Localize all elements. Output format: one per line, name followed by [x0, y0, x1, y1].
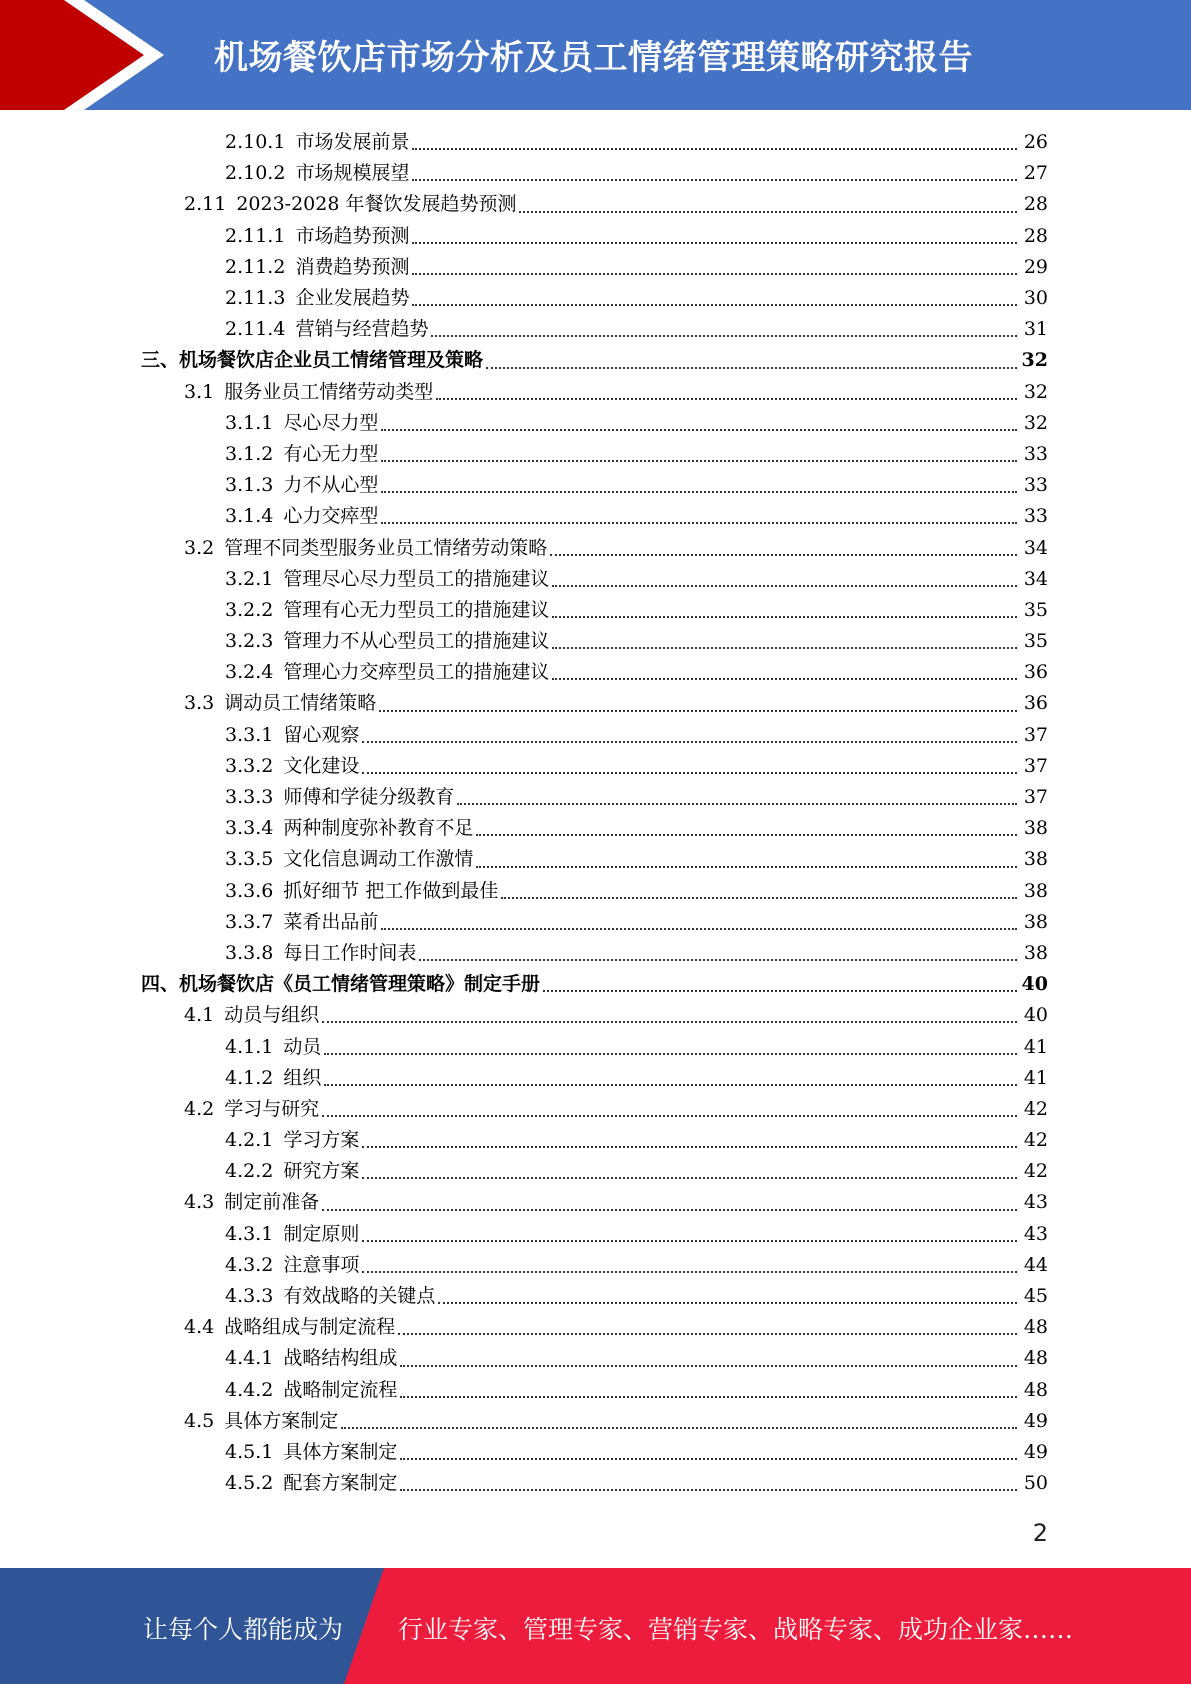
toc-entry-label [225, 1437, 397, 1468]
toc-entry-number: 3.1.2 [225, 442, 274, 465]
toc-entry[interactable] [0, 158, 1191, 189]
toc-dot-leader [381, 522, 1017, 524]
toc-dot-leader [381, 429, 1017, 431]
toc-entry[interactable] [0, 408, 1191, 439]
toc-entry-text: 制定前准备 [224, 1191, 320, 1214]
toc-entry-page: 34 [1023, 536, 1048, 559]
toc-entry-number: 3.2.2 [225, 598, 274, 621]
toc-entry-page: 49 [1023, 1409, 1048, 1432]
toc-entry[interactable] [0, 1187, 1191, 1218]
toc-entry[interactable] [0, 314, 1191, 345]
toc-entry-label [225, 127, 409, 158]
toc-entry-label [184, 1406, 338, 1437]
toc-entry-number: 3.2 [184, 536, 215, 559]
toc-dot-leader [519, 211, 1017, 213]
toc-entry-text: 学习与研究 [224, 1097, 320, 1120]
toc-entry-text: 服务业员工情绪劳动类型 [224, 380, 434, 403]
toc-entry-label [225, 314, 428, 345]
toc-entry-page: 35 [1023, 630, 1048, 653]
toc-dot-leader [476, 834, 1017, 836]
toc-entry-label [225, 221, 409, 252]
toc-dot-leader [419, 959, 1017, 961]
toc-entry-number: 4.1.2 [225, 1066, 274, 1089]
toc-entry[interactable] [0, 564, 1191, 595]
toc-dot-leader [552, 678, 1017, 680]
toc-entry-text: 菜肴出品前 [283, 910, 379, 933]
toc-entry-page: 31 [1023, 318, 1048, 341]
toc-entry-label [225, 1219, 359, 1250]
toc-entry-label [225, 907, 378, 938]
toc-entry-text: 战略制定流程 [283, 1378, 398, 1401]
toc-entry-label [225, 1250, 359, 1281]
toc-entry-number: 3.3 [184, 692, 215, 715]
toc-entry-page: 42 [1023, 1129, 1048, 1152]
toc-entry-text: 具体方案制定 [224, 1409, 339, 1432]
toc-entry-text: 市场趋势预测 [295, 224, 410, 247]
toc-entry-label [225, 844, 473, 875]
toc-entry-text: 有效战略的关键点 [283, 1285, 436, 1308]
toc-entry-number: 2.11.3 [225, 287, 286, 310]
toc-entry-label [225, 470, 378, 501]
toc-entry-text: 注意事项 [283, 1253, 360, 1276]
toc-entry-label [225, 595, 549, 626]
toc-entry-number: 2.10.1 [225, 131, 286, 154]
toc-dot-leader [400, 1458, 1017, 1460]
toc-entry-number: 3.2.1 [225, 567, 274, 590]
toc-entry-page: 41 [1023, 1066, 1048, 1089]
toc-entry-number: 3.1 [184, 380, 215, 403]
toc-entry-number: 3.3.3 [225, 786, 274, 809]
toc-entry[interactable] [0, 283, 1191, 314]
toc-entry-label [184, 1312, 395, 1343]
toc-entry-text: 消费趋势预测 [295, 255, 410, 278]
toc-dot-leader [322, 1209, 1017, 1211]
toc-entry-page: 32 [1023, 380, 1048, 403]
toc-entry-text: 市场规模展望 [295, 162, 410, 185]
toc-entry-text: 营销与经营趋势 [295, 318, 429, 341]
toc-entry-label [225, 1063, 321, 1094]
toc-dot-leader [552, 585, 1017, 587]
toc-entry-label [184, 533, 547, 564]
toc-dot-leader [379, 710, 1017, 712]
toc-entry[interactable] [0, 969, 1191, 1000]
toc-entry-page: 50 [1023, 1472, 1048, 1495]
toc-entry-text: 制定原则 [283, 1222, 360, 1245]
toc-entry-page: 48 [1023, 1347, 1048, 1370]
toc-entry-label [225, 439, 378, 470]
toc-entry[interactable] [0, 876, 1191, 907]
toc-entry-label [184, 377, 433, 408]
toc-entry-label [184, 1187, 319, 1218]
toc-entry-page: 45 [1023, 1285, 1048, 1308]
toc-dot-leader [412, 179, 1017, 181]
toc-dot-leader [324, 1084, 1017, 1086]
toc-entry-number: 4.2.1 [225, 1129, 274, 1152]
toc-entry-page: 42 [1023, 1160, 1048, 1183]
toc-entry-label [225, 1281, 435, 1312]
toc-dot-leader [400, 1365, 1017, 1367]
toc-entry[interactable] [0, 626, 1191, 657]
toc-entry-page: 41 [1023, 1035, 1048, 1058]
toc-dot-leader [400, 1396, 1017, 1398]
toc-dot-leader [362, 1271, 1017, 1273]
toc-entry-number: 4.4.1 [225, 1347, 274, 1370]
toc-entry-number: 4.4 [184, 1316, 215, 1339]
page-number: 2 [1032, 1519, 1048, 1547]
toc-entry-number: 3.3.4 [225, 817, 274, 840]
toc-entry-label [141, 969, 540, 1000]
toc-entry-page: 38 [1023, 817, 1048, 840]
toc-entry-page: 28 [1023, 193, 1048, 216]
footer-slogan-left: 让每个人都能成为 [143, 1615, 344, 1644]
toc-entry-text: 抓好细节 把工作做到最佳 [283, 879, 499, 902]
toc-entry-label [225, 1125, 359, 1156]
toc-entry[interactable] [0, 657, 1191, 688]
toc-entry-number: 3.2.4 [225, 661, 274, 684]
toc-entry-number: 2.11.1 [225, 224, 286, 247]
toc-entry-text: 2023-2028 年餐饮发展趋势预测 [236, 193, 517, 216]
toc-entry-text: 师傅和学徒分级教育 [283, 786, 455, 809]
toc-entry-page: 33 [1023, 505, 1048, 528]
toc-entry-label [184, 688, 376, 719]
toc-entry-page: 40 [1023, 1004, 1048, 1027]
toc-entry-text: 每日工作时间表 [283, 941, 417, 964]
toc-entry-page: 37 [1023, 723, 1048, 746]
toc-dot-leader [412, 242, 1017, 244]
toc-dot-leader [412, 148, 1017, 150]
toc-dot-leader [400, 1489, 1017, 1491]
toc-entry-label [225, 751, 359, 782]
toc-entry-text: 战略结构组成 [283, 1347, 398, 1370]
toc-entry-text: 调动员工情绪策略 [224, 692, 377, 715]
toc-dot-leader [362, 1177, 1017, 1179]
toc-entry[interactable] [0, 532, 1191, 563]
toc-entry-label [225, 813, 473, 844]
header-arrow-decoration [0, 0, 200, 110]
toc-dot-leader [324, 1053, 1017, 1055]
toc-entry[interactable] [0, 907, 1191, 938]
toc-entry-text: 有心无力型 [283, 442, 379, 465]
toc-dot-leader [431, 335, 1017, 337]
toc-entry[interactable] [0, 844, 1191, 875]
toc-entry[interactable] [0, 1343, 1191, 1374]
toc-entry[interactable] [0, 189, 1191, 220]
toc-dot-leader [412, 304, 1017, 306]
toc-entry[interactable] [0, 1094, 1191, 1125]
toc-dot-leader [550, 554, 1017, 556]
toc-entry-page: 42 [1023, 1097, 1048, 1120]
toc-entry-number: 3.2.3 [225, 630, 274, 653]
footer-slogan-right: 行业专家、管理专家、营销专家、战略专家、成功企业家…… [398, 1615, 1074, 1644]
toc-entry-number: 4.5.2 [225, 1472, 274, 1495]
toc-entry-label [225, 1375, 397, 1406]
toc-entry-text: 战略组成与制定流程 [224, 1316, 396, 1339]
toc-dot-leader [362, 1240, 1017, 1242]
toc-entry-label [225, 158, 409, 189]
toc-entry-number: 2.11.4 [225, 318, 286, 341]
toc-entry-number: 4.5.1 [225, 1440, 274, 1463]
toc-entry-label [225, 408, 378, 439]
toc-entry-text: 两种制度弥补教育不足 [283, 817, 474, 840]
toc-entry[interactable] [0, 1219, 1191, 1250]
toc-dot-leader [381, 491, 1017, 493]
toc-dot-leader [322, 1021, 1017, 1023]
toc-entry[interactable] [0, 813, 1191, 844]
toc-entry-label [225, 252, 409, 283]
toc-entry-number: 3.1.1 [225, 411, 274, 434]
toc-entry[interactable] [0, 1000, 1191, 1031]
toc-entry-text: 组织 [283, 1066, 322, 1089]
toc-entry-page: 30 [1023, 287, 1048, 310]
toc-entry-page: 38 [1023, 848, 1048, 871]
toc-entry-text: 留心观察 [283, 723, 360, 746]
toc-entry[interactable] [0, 1375, 1191, 1406]
toc-dot-leader [412, 273, 1017, 275]
toc-entry[interactable] [0, 470, 1191, 501]
toc-entry-label [225, 1156, 359, 1187]
toc-entry-text: 尽心尽力型 [283, 411, 379, 434]
toc-entry-text: 研究方案 [283, 1160, 360, 1183]
toc-entry-label [225, 720, 359, 751]
toc-entry-number: 3.3.8 [225, 941, 274, 964]
toc-dot-leader [398, 1333, 1017, 1335]
toc-entry[interactable] [0, 501, 1191, 532]
toc-entry-text: 文化信息调动工作激情 [283, 848, 474, 871]
toc-dot-leader [457, 803, 1017, 805]
toc-entry-label [225, 876, 498, 907]
toc-entry-number: 2.10.2 [225, 162, 286, 185]
toc-entry-number: 4.3.3 [225, 1285, 274, 1308]
toc-entry-number: 3.3.2 [225, 754, 274, 777]
toc-entry-page: 38 [1023, 910, 1048, 933]
toc-entry-page: 32 [1021, 349, 1048, 372]
toc-entry[interactable] [0, 345, 1191, 376]
toc-entry-page: 32 [1023, 411, 1048, 434]
toc-entry-text: 管理有心无力型员工的措施建议 [283, 598, 550, 621]
toc-entry[interactable] [0, 1125, 1191, 1156]
toc-entry[interactable] [0, 1156, 1191, 1187]
toc-entry[interactable] [0, 1250, 1191, 1281]
toc-entry-page: 35 [1023, 598, 1048, 621]
toc-entry-number: 3.1.4 [225, 505, 274, 528]
toc-entry[interactable] [0, 221, 1191, 252]
toc-entry-page: 27 [1023, 162, 1048, 185]
toc-entry-number: 3.3.6 [225, 879, 274, 902]
toc-entry-label [225, 782, 454, 813]
toc-entry[interactable] [0, 252, 1191, 283]
toc-entry-number: 4.3.1 [225, 1222, 274, 1245]
toc-entry-number: 3.1.3 [225, 474, 274, 497]
toc-dot-leader [543, 990, 1017, 992]
toc-entry[interactable] [0, 1063, 1191, 1094]
toc-entry[interactable] [0, 1468, 1191, 1499]
toc-entry-page: 36 [1023, 692, 1048, 715]
toc-entry-label [225, 564, 549, 595]
toc-entry-number: 4.5 [184, 1409, 215, 1432]
page-footer [0, 1568, 1191, 1684]
toc-entry-page: 48 [1023, 1378, 1048, 1401]
toc-dot-leader [552, 647, 1017, 649]
toc-dot-leader [486, 367, 1017, 369]
toc-entry-text: 三、机场餐饮店企业员工情绪管理及策略 [141, 349, 484, 372]
toc-entry-number: 3.3.5 [225, 848, 274, 871]
toc-entry-page: 37 [1023, 754, 1048, 777]
toc-entry-text: 市场发展前景 [295, 131, 410, 154]
toc-entry-label [225, 1343, 397, 1374]
toc-entry-number: 2.11 [184, 193, 227, 216]
toc-entry-text: 力不从心型 [283, 474, 379, 497]
toc-entry-number: 3.3.7 [225, 910, 274, 933]
toc-entry-text: 具体方案制定 [283, 1440, 398, 1463]
toc-entry-text: 学习方案 [283, 1129, 360, 1152]
toc-entry-number: 3.3.1 [225, 723, 274, 746]
page-header [0, 0, 1191, 110]
toc-dot-leader [381, 928, 1017, 930]
toc-entry[interactable] [0, 1312, 1191, 1343]
toc-entry-page: 28 [1023, 224, 1048, 247]
toc-dot-leader [362, 741, 1017, 743]
toc-entry-page: 43 [1023, 1222, 1048, 1245]
report-title: 机场餐饮店市场分析及员工情绪管理策略研究报告 [214, 38, 973, 78]
toc-entry-label [225, 1032, 321, 1063]
toc-entry-label [225, 501, 378, 532]
toc-entry-label [184, 1094, 319, 1125]
toc-entry-number: 4.2 [184, 1097, 215, 1120]
table-of-contents [0, 127, 1191, 1499]
toc-entry-page: 43 [1023, 1191, 1048, 1214]
toc-entry[interactable] [0, 377, 1191, 408]
toc-entry-text: 动员 [283, 1035, 322, 1058]
toc-entry-page: 33 [1023, 474, 1048, 497]
toc-entry-text: 管理不同类型服务业员工情绪劳动策略 [224, 536, 548, 559]
toc-entry-number: 4.1.1 [225, 1035, 274, 1058]
toc-entry-label [225, 1468, 397, 1499]
toc-entry-page: 26 [1023, 131, 1048, 154]
toc-dot-leader [362, 1146, 1017, 1148]
toc-entry-number: 4.3 [184, 1191, 215, 1214]
toc-entry-number: 4.2.2 [225, 1160, 274, 1183]
toc-entry-label [141, 345, 483, 376]
toc-entry-page: 33 [1023, 442, 1048, 465]
toc-dot-leader [322, 1115, 1017, 1117]
toc-entry[interactable] [0, 1406, 1191, 1437]
toc-dot-leader [552, 616, 1017, 618]
toc-entry-page: 44 [1023, 1253, 1048, 1276]
toc-entry-text: 四、机场餐饮店《员工情绪管理策略》制定手册 [141, 973, 541, 996]
toc-entry[interactable] [0, 782, 1191, 813]
toc-entry-text: 管理力不从心型员工的措施建议 [283, 630, 550, 653]
toc-entry-label [225, 938, 416, 969]
toc-entry-text: 动员与组织 [224, 1004, 320, 1027]
toc-entry-label [225, 626, 549, 657]
toc-dot-leader [362, 772, 1017, 774]
toc-entry[interactable] [0, 595, 1191, 626]
toc-entry-page: 38 [1023, 941, 1048, 964]
toc-entry[interactable] [0, 439, 1191, 470]
toc-entry[interactable] [0, 1437, 1191, 1468]
toc-entry-text: 心力交瘁型 [283, 505, 379, 528]
toc-entry[interactable] [0, 1031, 1191, 1062]
toc-dot-leader [381, 460, 1017, 462]
toc-entry-page: 37 [1023, 786, 1048, 809]
toc-entry[interactable] [0, 127, 1191, 158]
toc-entry-number: 4.1 [184, 1004, 215, 1027]
toc-entry-page: 29 [1023, 255, 1048, 278]
toc-entry-page: 48 [1023, 1316, 1048, 1339]
toc-entry-number: 2.11.2 [225, 255, 286, 278]
toc-entry-page: 36 [1023, 661, 1048, 684]
toc-dot-leader [438, 1302, 1017, 1304]
toc-dot-leader [341, 1427, 1017, 1429]
toc-entry-label [184, 1000, 319, 1031]
toc-entry[interactable] [0, 1281, 1191, 1312]
toc-entry-label [184, 189, 516, 220]
toc-entry-page: 38 [1023, 879, 1048, 902]
toc-entry[interactable] [0, 938, 1191, 969]
toc-entry-page: 34 [1023, 567, 1048, 590]
toc-entry-page: 49 [1023, 1440, 1048, 1463]
toc-entry-label [225, 657, 549, 688]
toc-entry-number: 4.4.2 [225, 1378, 274, 1401]
toc-entry-number: 4.3.2 [225, 1253, 274, 1276]
toc-entry-label [225, 283, 409, 314]
toc-entry[interactable] [0, 688, 1191, 719]
toc-entry[interactable] [0, 751, 1191, 782]
toc-dot-leader [476, 866, 1017, 868]
toc-entry-text: 配套方案制定 [283, 1472, 398, 1495]
toc-entry-text: 管理心力交瘁型员工的措施建议 [283, 661, 550, 684]
toc-entry[interactable] [0, 720, 1191, 751]
toc-entry-text: 企业发展趋势 [295, 287, 410, 310]
toc-entry-page: 40 [1021, 973, 1048, 996]
toc-dot-leader [436, 398, 1017, 400]
toc-entry-text: 管理尽心尽力型员工的措施建议 [283, 567, 550, 590]
toc-entry-text: 文化建设 [283, 754, 360, 777]
toc-dot-leader [501, 897, 1017, 899]
